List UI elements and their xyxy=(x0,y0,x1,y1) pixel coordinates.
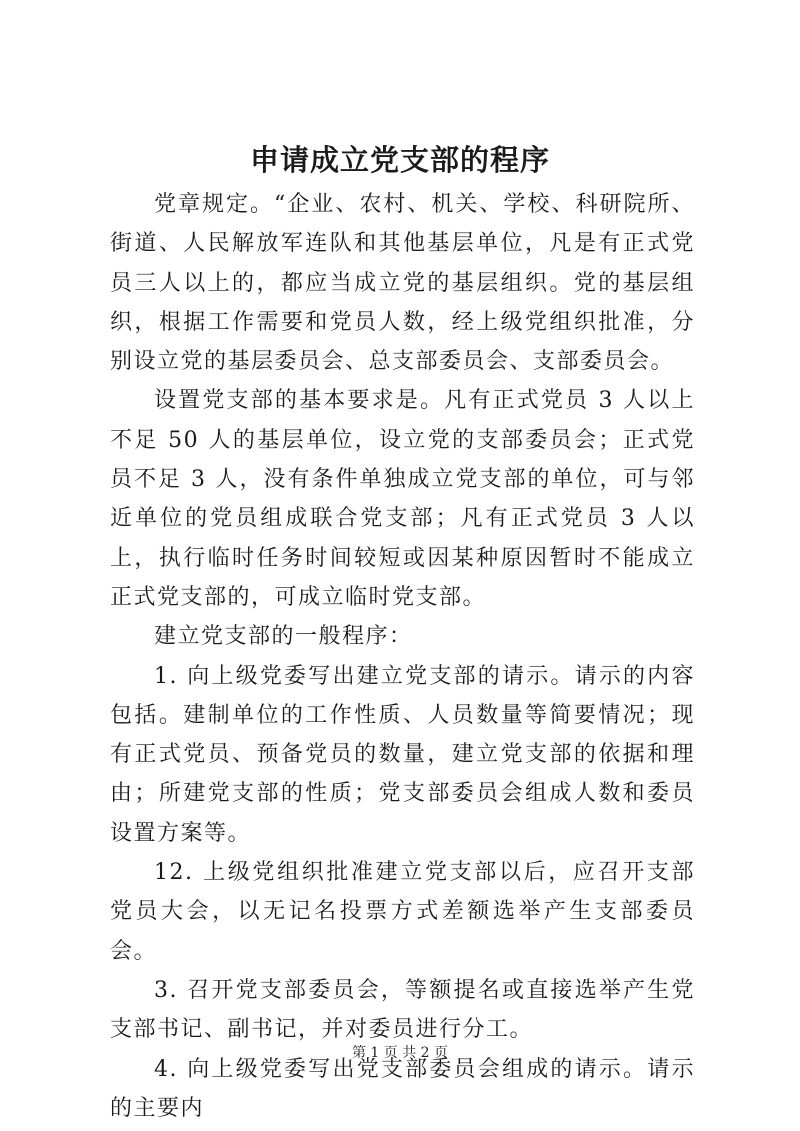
page-footer: 第 1 页 共 2 页 xyxy=(351,1045,449,1061)
paragraph-party-constitution: 党章规定。“企业、农村、机关、学校、科研院所、街道、人民解放军连队和其他基层单位，凡是有正式党员三人以上的，都应当成立党的基层组织。党的基层组织，根据工作需要和党员人数，经上级党组织批准，分别设立党的基层委员会、总支部委员会、支部委员会。 xyxy=(110,192,695,375)
paragraph-step-2: 12. 上级党组织批准建立党支部以后，应召开支部党员大会，以无记名投票方式差额选举产生支部委员会。 xyxy=(110,860,695,964)
document-title: 申请成立党支部的程序 xyxy=(249,143,550,177)
paragraph-basic-requirements: 设置党支部的基本要求是。凡有正式党员 3 人以上不足 50 人的基层单位，设立党的支部委员会；正式党员不足 3 人，没有条件单独成立党支部的单位，可与邻近单位的党员组成联合党支部；凡有正式党员 3 人以上，执行临时任务时间较短或因某种原因暂时不能成立正式党支部的，可成立临时党支部。 xyxy=(110,388,695,610)
paragraph-procedure-heading: 建立党支部的一般程序： xyxy=(154,624,413,650)
paragraph-step-1: 1. 向上级党委写出建立党支部的请示。请示的内容包括。建制单位的工作性质、人员数量等简要情况；现有正式党员、预备党员的数量，建立党支部的依据和理由；所建党支部的性质；党支部委员会组成人数和委员设置方案等。 xyxy=(110,663,695,846)
paragraph-step-4: 4. 向上级党委写出党支部委员会组成的请示。请示的主要内 xyxy=(110,1056,695,1121)
paragraph-step-3: 3. 召开党支部委员会，等额提名或直接选举产生党支部书记、副书记，并对委员进行分工。 xyxy=(110,977,695,1043)
document-body xyxy=(110,185,695,1128)
